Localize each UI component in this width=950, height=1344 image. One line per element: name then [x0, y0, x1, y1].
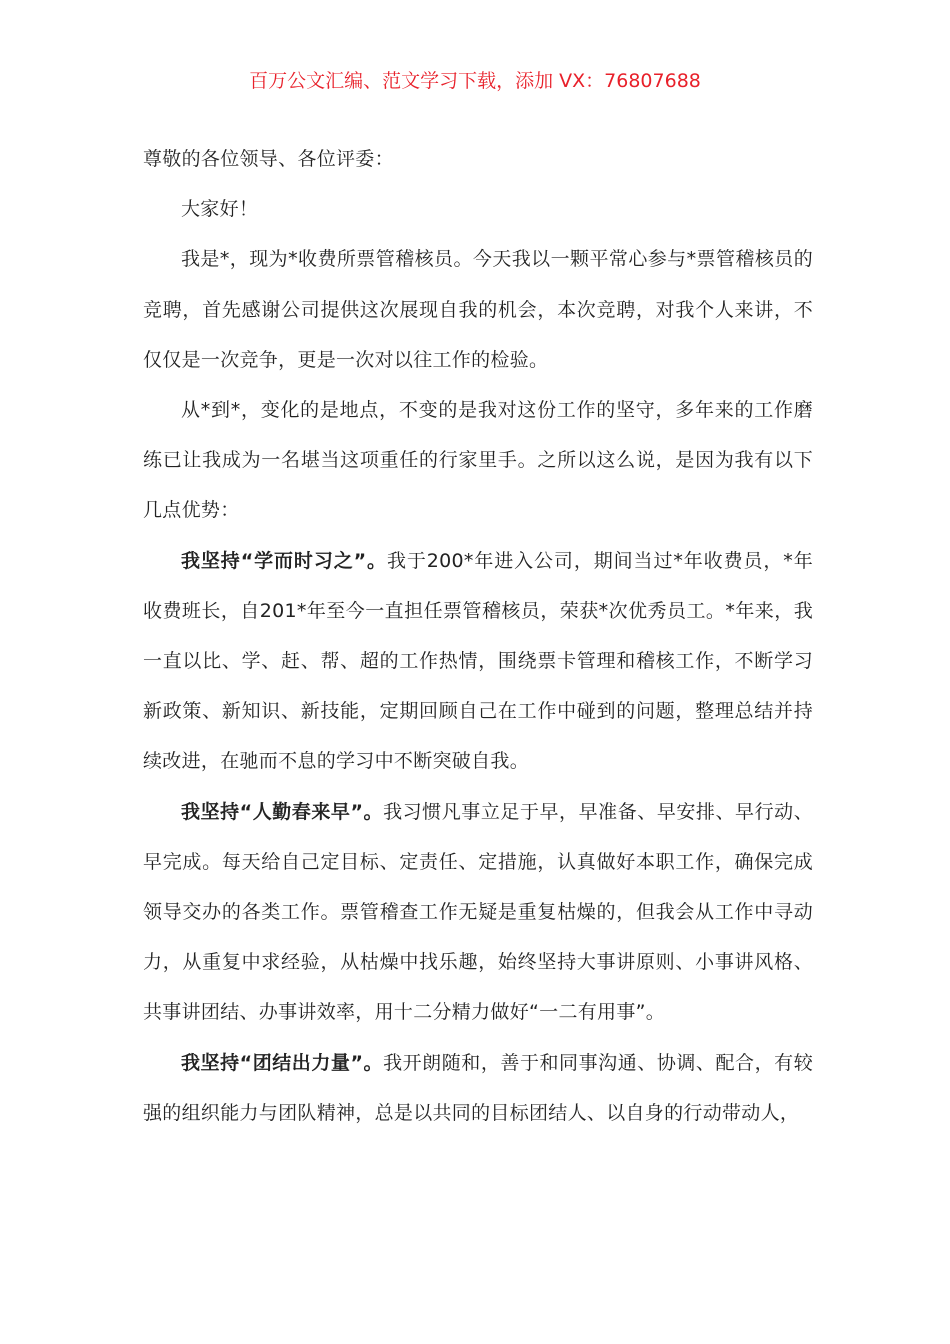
point-heading-2: 我坚持“人勤春来早”。: [181, 800, 384, 823]
point-body-3: 我开朗随和，善于和同事沟通、协调、配合，有较强的组织能力与团队精神，总是以共同的目标团结人、以自身的行动带动人，: [143, 1051, 814, 1124]
document-body: [143, 134, 813, 1138]
point-heading-3: 我坚持“团结出力量”。: [181, 1051, 384, 1074]
point-heading-1: 我坚持“学而时习之”。: [181, 549, 387, 572]
transition-paragraph: 从*到*，变化的是地点，不变的是我对这份工作的坚守，多年来的工作磨练已让我成为一名堪当这项重任的行家里手。之所以这么说，是因为我有以下几点优势：: [143, 399, 813, 522]
point-body-1: 我于200*年进入公司，期间当过*年收费员，*年收费班长，自201*年至今一直担任票管稽核员，荣获*次优秀员工。*年来，我一直以比、学、赶、帮、超的工作热情，围绕票卡管理和稽核工作，不断学习新政策、新知识、新技能，定期回顾自己在工作中碰到的问题，整理总结并持续改进，在驰而不息的学习中不断突破自我。: [143, 549, 814, 773]
point-paragraph-2: [143, 787, 813, 1038]
point-body-2: 我习惯凡事立足于早，早准备、早安排、早行动、早完成。每天给自己定目标、定责任、定措施，认真做好本职工作，确保完成领导交办的各类工作。票管稽查工作无疑是重复枯燥的，但我会从工作中寻动力，从重复中求经验，从枯燥中找乐趣，始终坚持大事讲原则、小事讲风格、共事讲团结、办事讲效率，用十二分精力做好“一二有用事”。: [143, 800, 814, 1024]
greeting: 大家好！: [181, 198, 259, 221]
header-banner: 百万公文汇编、范文学习下载，添加 VX：76807688: [249, 70, 701, 92]
point-paragraph-3: [143, 1038, 813, 1138]
point-paragraph-1: [143, 536, 813, 787]
salutation: 尊敬的各位领导、各位评委：: [143, 148, 394, 170]
intro-paragraph: 我是*，现为*收费所票管稽核员。今天我以一颗平常心参与*票管稽核员的竞聘，首先感谢公司提供这次展现自我的机会，本次竞聘，对我个人来讲，不仅仅是一次竞争，更是一次对以往工作的检验。: [143, 248, 813, 371]
